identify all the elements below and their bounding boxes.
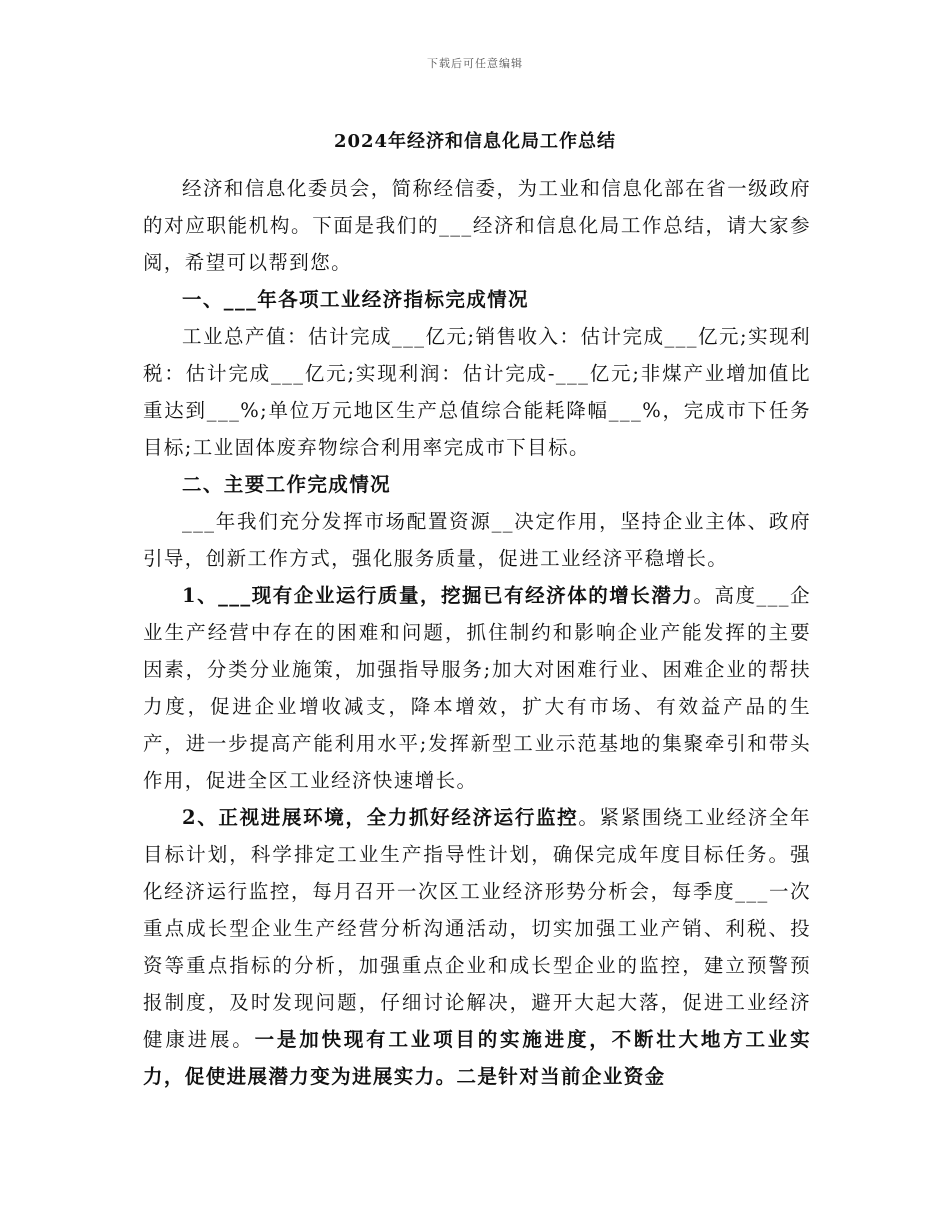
section-1-paragraph: 工业总产值：估计完成___亿元;销售收入：估计完成___亿元;实现利税：估计完成___亿元;实现利润：估计完成-___亿元;非煤产业增加值比重达到___%;单位万元地区生产总值综合能耗降幅___%，完成市下任务目标;工业固体废弃物综合利用率完成市下目标。 bbox=[143, 325, 811, 459]
intro-paragraph: 经济和信息化委员会，简称经信委，为工业和信息化部在省一级政府的对应职能机构。下面是我们的___经济和信息化局工作总结，请大家参阅，希望可以帮到您。 bbox=[143, 177, 811, 274]
item-2-bold-tail: 一是加快现有工业项目的实施进度，不断壮大地方工业实力，促使进展潜力变为进展实力。二是针对当前企业资金 bbox=[143, 1028, 811, 1088]
document-body bbox=[143, 170, 811, 1095]
section-2-paragraph: ___年我们充分发挥市场配置资源__决定作用，坚持企业主体、政府引导，创新工作方式，强化服务质量，促进工业经济平稳增长。 bbox=[143, 510, 811, 570]
item-1-text: 。高度___企业生产经营中存在的困难和问题，抓住制约和影响企业产能发挥的主要因素，分类分业施策，加强指导服务;加大对困难行业、困难企业的帮扶力度，促进企业增收减支，降本增效，扩大有市场、有效益产品的生产，进一步提高产能利用水平;发挥新型工业示范基地的集聚牵引和带头作用，促进全区工业经济快速增长。 bbox=[143, 584, 811, 792]
item-1-lead: 1、___现有企业运行质量，挖掘已有经济体的增长潜力 bbox=[182, 584, 694, 607]
document-title: 2024年经济和信息化局工作总结 bbox=[333, 131, 617, 152]
section-heading-2: 二、主要工作完成情况 bbox=[182, 473, 392, 496]
item-2-lead: 2、正视进展环境，全力抓好经济运行监控 bbox=[182, 806, 579, 829]
section-heading-1: 一、___年各项工业经济指标完成情况 bbox=[182, 288, 529, 311]
item-1-paragraph bbox=[143, 577, 811, 799]
page-header-note: 下载后可任意编辑 bbox=[427, 57, 523, 70]
item-2-paragraph bbox=[143, 799, 811, 1095]
item-2-text: 。紧紧围绕工业经济全年目标计划，科学排定工业生产指导性计划，确保完成年度目标任务。强化经济运行监控，每月召开一次区工业经济形势分析会，每季度___一次重点成长型企业生产经营分析沟通活动，切实加强工业产销、利税、投资等重点指标的分析，加强重点企业和成长型企业的监控，建立预警预报制度，及时发现问题，仔细讨论解决，避开大起大落，促进工业经济健康进展。 bbox=[143, 806, 811, 1051]
